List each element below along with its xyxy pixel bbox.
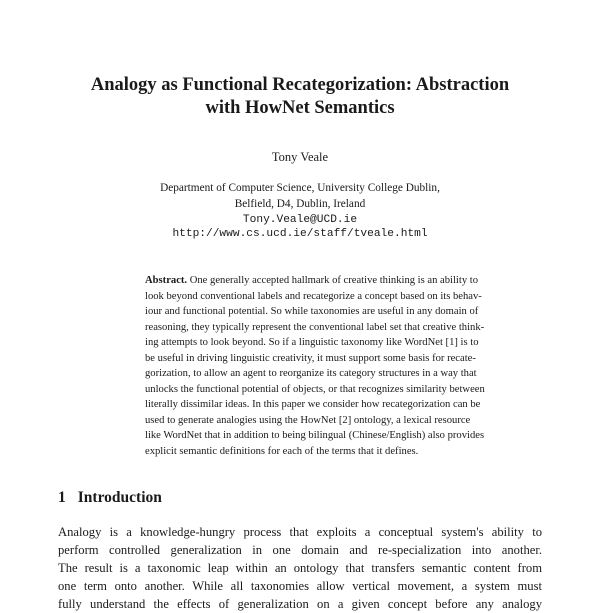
author-email: Tony.Veale@UCD.ie — [242, 214, 358, 226]
affiliation-line-2: Belfield, D4, Dublin, Ireland — [234, 198, 366, 210]
abstract-line: like WordNet that in addition to being bilingual (Chinese/English) also provides — [145, 430, 485, 441]
affiliation-line-1: Department of Computer Science, University College Dublin, — [160, 182, 440, 194]
section-title: Introduction — [77, 489, 162, 506]
abstract-line: look beyond conventional labels and recategorize a concept based on its behav- — [145, 290, 482, 302]
abstract-line: explicit semantic definitions for each of the terms that it defines. — [145, 445, 419, 457]
paper-title-line-1: Analogy as Functional Recategorization: Abstraction — [90, 75, 510, 95]
abstract-line: reasoning, they typically represent the conventional label set that creative think- — [145, 321, 485, 333]
body-line: fully understand the effects of generalization on a given concept before any analogy — [58, 597, 542, 611]
abstract-line: ing attempts to look beyond. So if a linguistic taxonomy like WordNet [1] is to — [145, 337, 479, 348]
section-number: 1 — [58, 489, 66, 506]
body-line: The result is a taxonomic leap within an ontology that transfers semantic content from — [58, 561, 542, 575]
author: Tony Veale — [271, 150, 329, 164]
abstract-line: Abstract. One generally accepted hallmark of creative thinking is an ability to — [145, 275, 479, 286]
abstract-line: used to generate analogies using the HowNet [2] ontology, a lexical resource — [145, 414, 471, 426]
body-line: Analogy is a knowledge-hungry process that exploits a conceptual system's ability to — [58, 525, 542, 539]
abstract-line: unlocks the functional potential of objects, or that recognizes similarity between — [145, 383, 485, 395]
abstract-label: Abstract. — [145, 275, 188, 286]
author-url: http://www.cs.ucd.ie/staff/tveale.html — [172, 228, 428, 240]
abstract-line: literally dissimilar ideas. In this paper we consider how recategorization can be — [145, 399, 481, 410]
abstract-line: gorization, to allow an agent to reorganize its category structures in a way that — [145, 368, 477, 379]
abstract-line: iour and functional potential. So while taxonomies are useful in any domain of — [145, 306, 479, 317]
section-heading — [58, 489, 174, 507]
abstract — [145, 273, 485, 459]
abstract-line: be useful in driving linguistic creativity, it must support some basis for recate- — [145, 352, 476, 364]
body-line: one term onto another. While all taxonomies allow vertical movement, a system must — [58, 579, 542, 593]
paper-title-line-2: with HowNet Semantics — [205, 98, 395, 118]
body-line: perform controlled generalization in one domain and re-specialization into another. — [58, 543, 542, 557]
